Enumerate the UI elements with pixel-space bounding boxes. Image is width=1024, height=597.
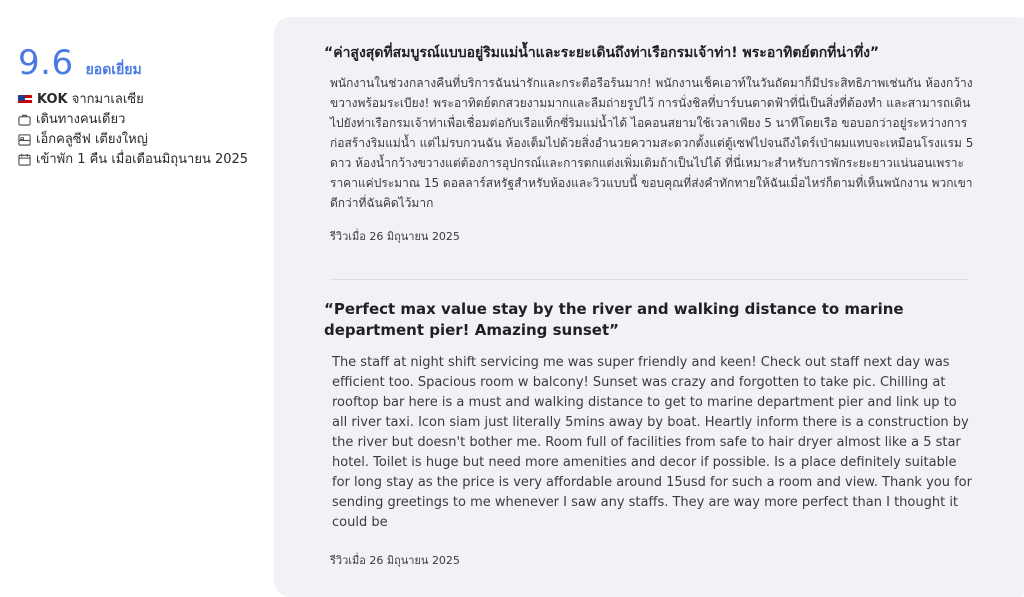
score-row bbox=[18, 44, 258, 82]
reviewer-country-text: จากมาเลเซีย bbox=[71, 92, 144, 107]
room-type-text: เอ็กคลูซีฟ เตียงใหญ่ bbox=[36, 132, 148, 147]
review-body: The staff at night shift servicing me was super friendly and keen! Check out staff next day was efficient too. Spacious room w balcony! Sunset was crazy and forgotten to take pic. Chilling at rooftop bar here is a must and walking distance to get to marine department pier and link up to all river taxi. Icon siam just literally 5mins away by boat. Heartly inform there is a construction by the river but doesn't bother me. Room full of facilities from safe to hair dryer almost like a 5 star hotel. Toilet is huge but need more amenities and decor if possible. Is a place definitely suitable for long stay as the price is very affordable around 15usd for such a room and view. Thank you for sending greetings to me whenever I saw any staffs. They are way more perfect than I thought it could be bbox=[332, 355, 972, 530]
room-type bbox=[18, 130, 258, 150]
reviews-card bbox=[274, 17, 1024, 597]
suitcase-icon bbox=[18, 113, 31, 126]
review-divider bbox=[330, 279, 968, 280]
stay-info bbox=[18, 150, 258, 170]
score-label: ยอดเยี่ยม bbox=[85, 62, 142, 78]
review-item bbox=[324, 299, 974, 569]
reviewer-name: KOK bbox=[37, 92, 68, 107]
review-date: รีวิวเมื่อ 26 มิถุนายน 2025 bbox=[330, 230, 460, 243]
review-item bbox=[324, 43, 974, 245]
bed-icon bbox=[18, 133, 31, 146]
review-title: “Perfect max value stay by the river and walking distance to marine department pier! Amazing sunset” bbox=[324, 300, 904, 339]
trip-type bbox=[18, 110, 258, 130]
trip-type-text: เดินทางคนเดียว bbox=[36, 112, 126, 127]
reviewer-country bbox=[18, 90, 258, 110]
review-body: พนักงานในช่วงกลางคืนที่บริการฉันน่ารักและกระตือรือร้นมาก! พนักงานเช็คเอาท์ในวันถัดมาก็มีประสิทธิภาพเช่นกัน ห้องกว้างขวางพร้อมระเบียง! พระอาทิตย์ตกสวยงามมากและลืมถ่ายรูปไว้ การนั่งชิลที่บาร์บนดาดฟ้าที่นี่เป็นสิ่งที่ต้องทำ และสามารถเดินไปยังท่าเรือกรมเจ้าท่าเพื่อเชื่อมต่อกับเรือแท็กซี่ริมแม่น้ำได้ ไอคอนสยามใช้เวลาเพียง 5 นาทีโดยเรือ ขอบอกว่าอยู่ระหว่างการก่อสร้างริมแม่น้ำ แต่ไม่รบกวนฉัน ห้องเต็มไปด้วยสิ่งอำนวยความสะดวกตั้งแต่ตู้เซฟไปจนถึงไดร์เป่าผมแทบจะเหมือนโรงแรม 5 ดาว ห้องน้ำกว้างขวางแต่ต้องการอุปกรณ์และการตกแต่งเพิ่มเติมถ้าเป็นไปได้ ที่นี่เหมาะสำหรับการพักระยะยาวแน่นอนเพราะราคาแค่ประมาณ 15 ดอลลาร์สหรัฐสำหรับห้องและวิวแบบนี้ ขอบคุณที่ส่งคำทักทายให้ฉันเมื่อไหร่ก็ตามที่เห็นพนักงาน พวกเขาดีกว่าที่ฉันคิดไว้มาก bbox=[330, 76, 974, 210]
malaysia-flag-icon bbox=[18, 95, 32, 105]
review-date: รีวิวเมื่อ 26 มิถุนายน 2025 bbox=[330, 554, 460, 567]
calendar-icon bbox=[18, 153, 31, 166]
review-title: “ค่าสูงสุดที่สมบูรณ์แบบอยู่ริมแม่น้ำและระยะเดินถึงท่าเรือกรมเจ้าท่า! พระอาทิตย์ตกที่น่าทึ่ง” bbox=[324, 45, 880, 61]
review-score: 9.6 bbox=[18, 43, 74, 83]
stay-text: เข้าพัก 1 คืน เมื่อเดือนมิถุนายน 2025 bbox=[36, 152, 249, 167]
reviewer-summary bbox=[18, 44, 258, 170]
reviewer-meta bbox=[18, 90, 258, 170]
